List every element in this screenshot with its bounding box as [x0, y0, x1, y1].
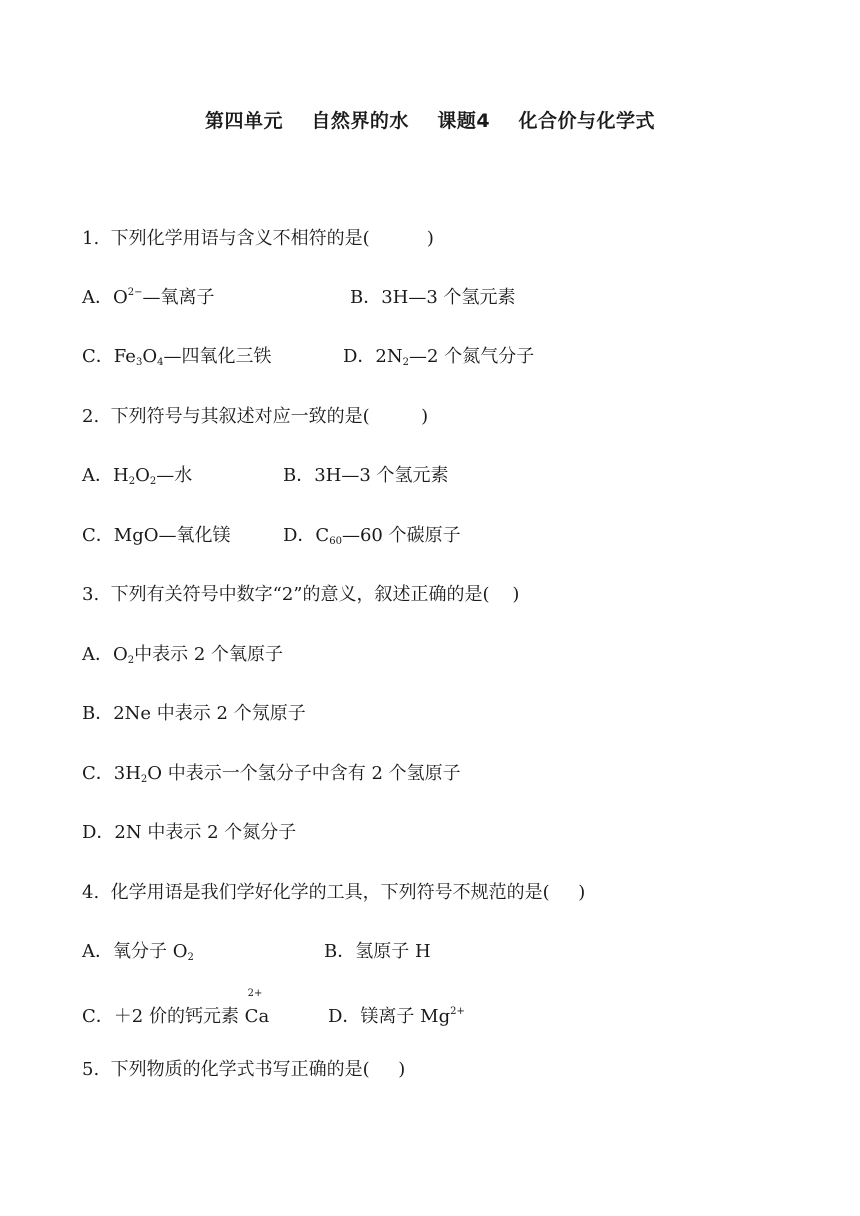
- question-4-option-c: C．＋2 价的钙元素 2+ Ca: [82, 988, 270, 1027]
- question-1-stem: 1. 下列化学用语与含义不相符的是( ): [82, 228, 434, 249]
- question-4-option-b: B．氢原子 H: [324, 941, 431, 962]
- question-4-options-ab: [82, 940, 782, 964]
- question-2-options-ab: [82, 464, 782, 488]
- question-3-option-a: A．$O_2$中表示 2 个氧原子: [82, 644, 284, 666]
- question-1-option-b: B．3H—3 个氢元素: [350, 287, 516, 308]
- question-1-option-d: D．$2N_2—2$ 个氮气分子: [343, 346, 535, 368]
- question-4-option-d: D．镁离子 $Mg^{2+}$: [328, 1006, 465, 1027]
- question-1-option-a: A．$O^{2-}—$氧离子: [82, 287, 215, 308]
- question-2-stem: 2. 下列符号与其叙述对应一致的是( ): [82, 406, 429, 427]
- page-title: 第四单元 自然界的水 课题4 化合价与化学式: [204, 110, 656, 132]
- question-4-options-cd: [82, 988, 782, 1029]
- question-3-stem: 3. 下列有关符号中数字“2”的意义，叙述正确的是( ): [82, 584, 520, 605]
- question-5-stem: 5. 下列物质的化学式书写正确的是( ): [82, 1059, 406, 1080]
- calcium-valence-symbol: 2+ Ca: [244, 988, 270, 1027]
- question-2-option-d: D．$C_{60}—60$ 个碳原子: [283, 525, 461, 547]
- question-3-option-b: B．2Ne 中表示 2 个氖原子: [82, 703, 306, 724]
- question-3-option-d: D．2N 中表示 2 个氮分子: [82, 822, 297, 843]
- question-2-option-c: C．MgO—氧化镁: [82, 525, 231, 546]
- question-2-option-a: A．$H_2O_2—$水: [82, 465, 193, 487]
- question-1-options-ab: [82, 286, 782, 310]
- question-1-options-cd: [82, 345, 782, 369]
- question-4-option-a: A．氧分子 $O_2$: [82, 941, 194, 963]
- question-2-option-b: B．3H—3 个氢元素: [283, 465, 449, 486]
- question-2-options-cd: [82, 524, 782, 548]
- question-4-stem: 4. 化学用语是我们学好化学的工具，下列符号不规范的是( ): [82, 882, 586, 903]
- question-3-option-c: C．$3H_2O$ 中表示一个氢分子中含有 2 个氢原子: [82, 763, 461, 785]
- question-1-option-c: C．$Fe_3O_4—$四氧化三铁: [82, 346, 272, 368]
